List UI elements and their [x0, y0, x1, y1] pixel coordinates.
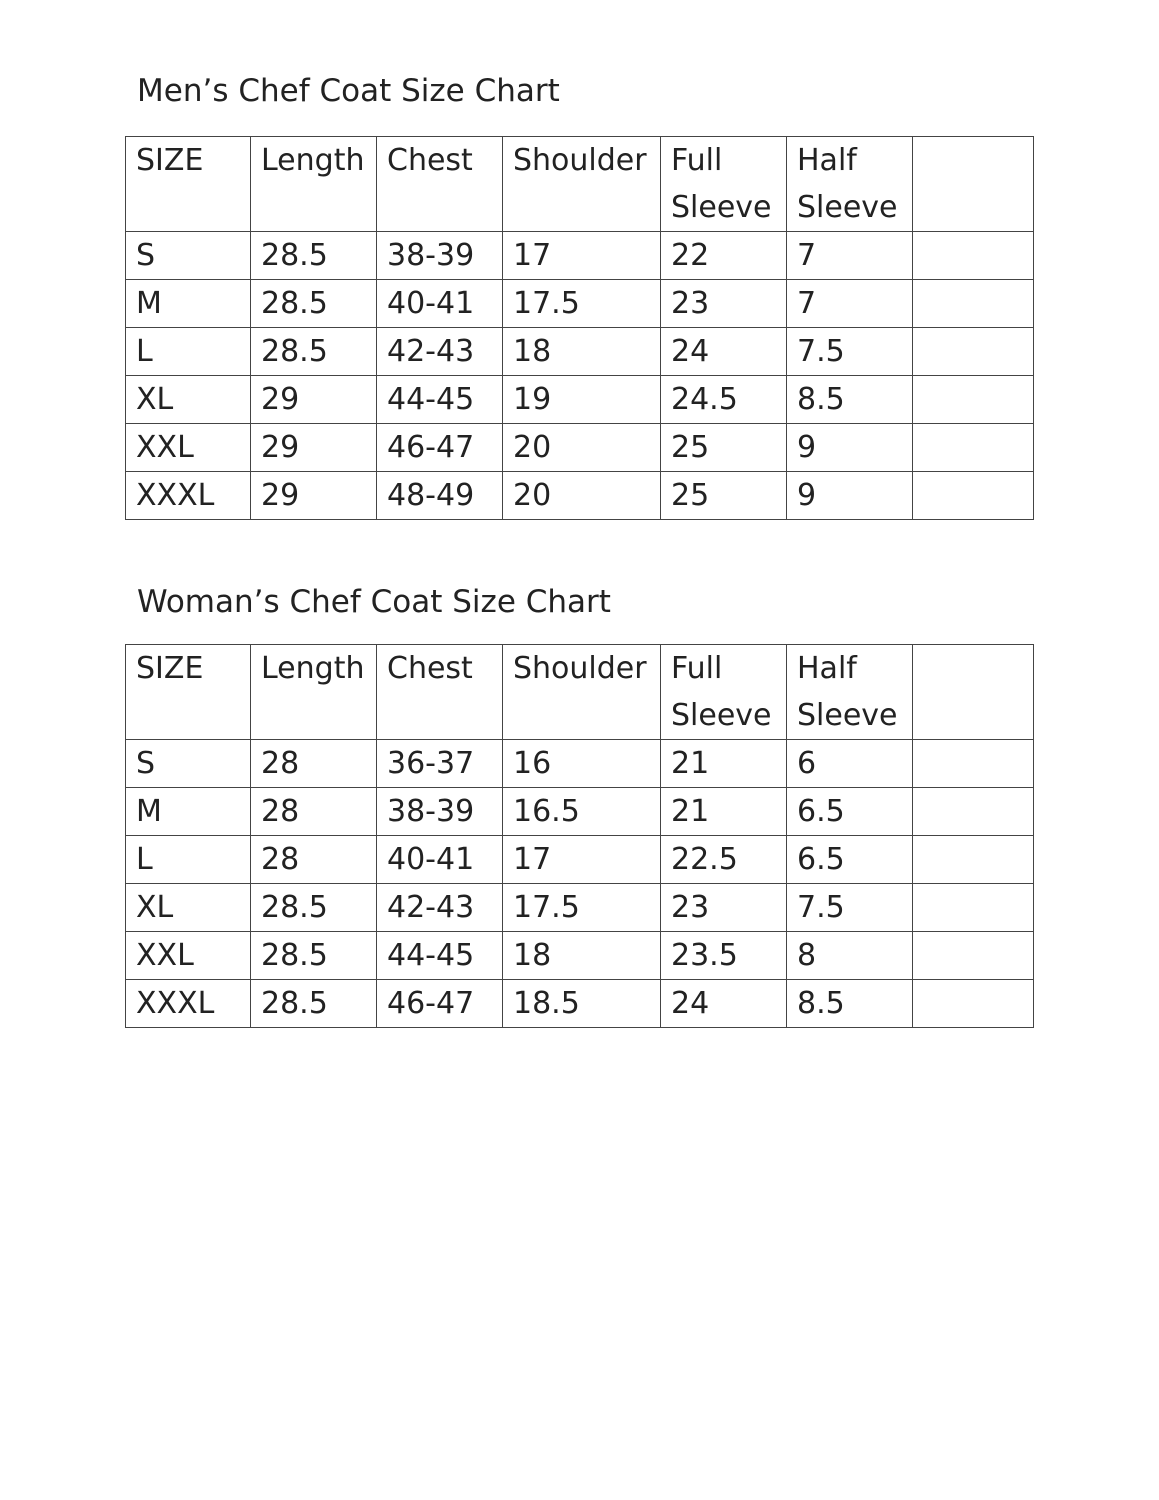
cell-length: 28	[251, 788, 377, 836]
cell-half-sleeve: 6.5	[787, 836, 913, 884]
cell-length: 28.5	[251, 980, 377, 1028]
header-half-sleeve	[787, 645, 913, 740]
header-extra	[913, 137, 1034, 232]
cell-full-sleeve: 24	[661, 328, 787, 376]
cell-length: 28	[251, 740, 377, 788]
cell-shoulder: 17	[503, 232, 661, 280]
cell-extra	[913, 328, 1034, 376]
cell-length: 28.5	[251, 328, 377, 376]
header-chest: Chest	[377, 137, 503, 232]
cell-length: 28.5	[251, 932, 377, 980]
cell-chest: 38-39	[377, 232, 503, 280]
cell-shoulder: 17.5	[503, 884, 661, 932]
table-row	[126, 328, 1034, 376]
table-row	[126, 232, 1034, 280]
cell-full-sleeve: 24	[661, 980, 787, 1028]
cell-shoulder: 19	[503, 376, 661, 424]
cell-extra	[913, 932, 1034, 980]
table-row	[126, 376, 1034, 424]
cell-size: M	[126, 280, 251, 328]
header-length: Length	[251, 137, 377, 232]
cell-size: L	[126, 328, 251, 376]
cell-full-sleeve: 21	[661, 740, 787, 788]
header-full-sleeve-line2: Sleeve	[671, 698, 772, 733]
cell-half-sleeve: 7	[787, 280, 913, 328]
header-shoulder: Shoulder	[503, 137, 661, 232]
cell-chest: 40-41	[377, 280, 503, 328]
cell-shoulder: 17	[503, 836, 661, 884]
header-full-sleeve-line1: Full	[671, 651, 723, 686]
cell-size: S	[126, 740, 251, 788]
cell-extra	[913, 788, 1034, 836]
table-row	[126, 788, 1034, 836]
cell-full-sleeve: 25	[661, 472, 787, 520]
cell-half-sleeve: 8.5	[787, 980, 913, 1028]
cell-full-sleeve: 23.5	[661, 932, 787, 980]
cell-chest: 44-45	[377, 932, 503, 980]
header-half-sleeve	[787, 137, 913, 232]
table-row	[126, 836, 1034, 884]
header-size: SIZE	[126, 137, 251, 232]
cell-length: 29	[251, 472, 377, 520]
cell-full-sleeve: 22	[661, 232, 787, 280]
cell-size: XXXL	[126, 472, 251, 520]
cell-full-sleeve: 22.5	[661, 836, 787, 884]
cell-shoulder: 20	[503, 472, 661, 520]
header-full-sleeve	[661, 137, 787, 232]
header-shoulder: Shoulder	[503, 645, 661, 740]
cell-half-sleeve: 7.5	[787, 328, 913, 376]
header-half-sleeve-line1: Half	[797, 143, 857, 178]
cell-full-sleeve: 23	[661, 884, 787, 932]
cell-half-sleeve: 7	[787, 232, 913, 280]
men-chart-title: Men’s Chef Coat Size Chart	[137, 73, 560, 109]
table-row	[126, 932, 1034, 980]
table-header-row	[126, 645, 1034, 740]
table-row	[126, 280, 1034, 328]
cell-chest: 46-47	[377, 424, 503, 472]
header-full-sleeve-line2: Sleeve	[671, 190, 772, 225]
cell-shoulder: 16	[503, 740, 661, 788]
men-size-table	[125, 136, 1034, 520]
cell-size: M	[126, 788, 251, 836]
cell-size: XL	[126, 884, 251, 932]
cell-shoulder: 20	[503, 424, 661, 472]
header-length: Length	[251, 645, 377, 740]
header-chest: Chest	[377, 645, 503, 740]
cell-length: 29	[251, 376, 377, 424]
header-half-sleeve-line1: Half	[797, 651, 857, 686]
cell-length: 28.5	[251, 884, 377, 932]
table-row	[126, 472, 1034, 520]
cell-chest: 44-45	[377, 376, 503, 424]
cell-chest: 42-43	[377, 328, 503, 376]
table-row	[126, 980, 1034, 1028]
cell-extra	[913, 376, 1034, 424]
header-full-sleeve-line1: Full	[671, 143, 723, 178]
women-chart-title: Woman’s Chef Coat Size Chart	[137, 584, 611, 620]
cell-length: 28.5	[251, 232, 377, 280]
cell-chest: 36-37	[377, 740, 503, 788]
women-size-table	[125, 644, 1034, 1028]
cell-size: XXL	[126, 932, 251, 980]
cell-chest: 48-49	[377, 472, 503, 520]
cell-extra	[913, 424, 1034, 472]
cell-half-sleeve: 7.5	[787, 884, 913, 932]
cell-full-sleeve: 23	[661, 280, 787, 328]
cell-size: XL	[126, 376, 251, 424]
header-size: SIZE	[126, 645, 251, 740]
cell-shoulder: 18	[503, 932, 661, 980]
table-row	[126, 424, 1034, 472]
cell-length: 28	[251, 836, 377, 884]
cell-extra	[913, 280, 1034, 328]
cell-shoulder: 16.5	[503, 788, 661, 836]
header-half-sleeve-line2: Sleeve	[797, 190, 898, 225]
cell-length: 29	[251, 424, 377, 472]
cell-size: S	[126, 232, 251, 280]
cell-half-sleeve: 8	[787, 932, 913, 980]
cell-chest: 38-39	[377, 788, 503, 836]
header-extra	[913, 645, 1034, 740]
cell-half-sleeve: 9	[787, 472, 913, 520]
header-full-sleeve	[661, 645, 787, 740]
cell-full-sleeve: 25	[661, 424, 787, 472]
cell-extra	[913, 232, 1034, 280]
cell-half-sleeve: 6	[787, 740, 913, 788]
cell-chest: 40-41	[377, 836, 503, 884]
table-header-row	[126, 137, 1034, 232]
cell-full-sleeve: 21	[661, 788, 787, 836]
cell-size: XXXL	[126, 980, 251, 1028]
cell-chest: 42-43	[377, 884, 503, 932]
cell-extra	[913, 472, 1034, 520]
table-row	[126, 884, 1034, 932]
cell-length: 28.5	[251, 280, 377, 328]
cell-full-sleeve: 24.5	[661, 376, 787, 424]
table-row	[126, 740, 1034, 788]
cell-chest: 46-47	[377, 980, 503, 1028]
cell-extra	[913, 884, 1034, 932]
cell-size: XXL	[126, 424, 251, 472]
cell-shoulder: 18	[503, 328, 661, 376]
header-half-sleeve-line2: Sleeve	[797, 698, 898, 733]
cell-half-sleeve: 8.5	[787, 376, 913, 424]
cell-half-sleeve: 9	[787, 424, 913, 472]
cell-size: L	[126, 836, 251, 884]
cell-extra	[913, 836, 1034, 884]
cell-extra	[913, 980, 1034, 1028]
cell-extra	[913, 740, 1034, 788]
cell-shoulder: 18.5	[503, 980, 661, 1028]
cell-shoulder: 17.5	[503, 280, 661, 328]
cell-half-sleeve: 6.5	[787, 788, 913, 836]
